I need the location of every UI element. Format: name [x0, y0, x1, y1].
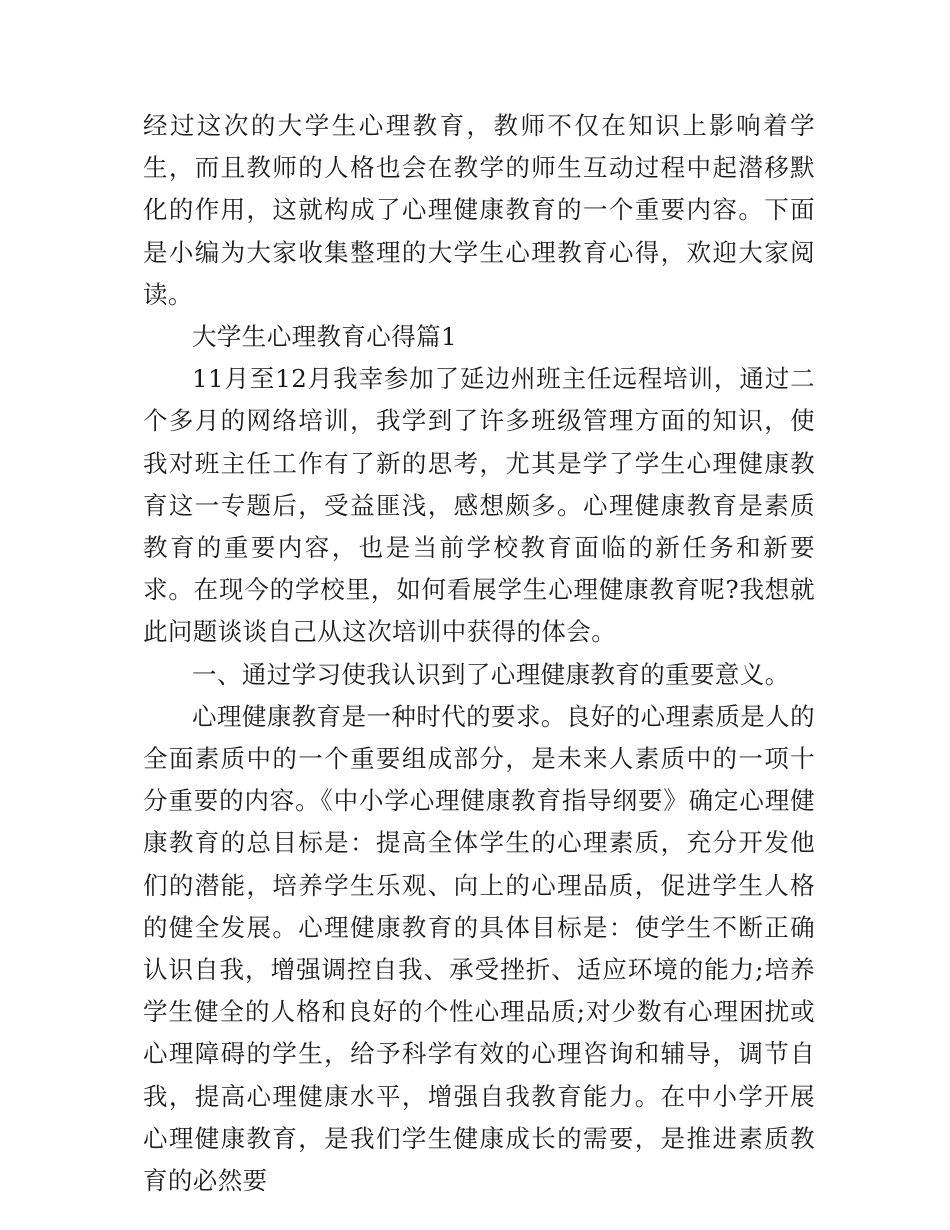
body-paragraph-importance: 心理健康教育是一种时代的要求。良好的心理素质是人的全面素质中的一个重要组成部分，是未来人素质中的一项十分重要的内容。《中小学心理健康教育指导纲要》确定心理健康教育的总目标是：提高全体学生的心理素质，充分开发他们的潜能，培养学生乐观、向上的心理品质，促进学生人格的健全发展。心理健康教育的具体目标是：使学生不断正确认识自我，增强调控自我、承受挫折、适应环境的能力;培养学生健全的人格和良好的个性心理品质;对少数有心理困扰或心理障碍的学生，给予科学有效的心理咨询和辅导，调节自我，提高心理健康水平，增强自我教育能力。在中小学开展心理健康教育，是我们学生健康成长的需要，是推进素质教育的必然要 [143, 701, 815, 1196]
section-heading: 大学生心理教育心得篇1 [192, 322, 457, 352]
intro-paragraph: 经过这次的大学生心理教育，教师不仅在知识上影响着学生，而且教师的人格也会在教学的师生互动过程中起潜移默化的作用，这就构成了心理健康教育的一个重要内容。下面是小编为大家收集整理的大学生心理教育心得，欢迎大家阅读。 [143, 111, 815, 309]
document-body [143, 105, 815, 1202]
subheading-point-one: 一、通过学习使我认识到了心理健康教育的重要意义。 [192, 659, 790, 689]
body-paragraph-training: 11月至12月我幸参加了延边州班主任远程培训，通过二个多月的网络培训，我学到了许多班级管理方面的知识，使我对班主任工作有了新的思考，尤其是学了学生心理健康教育这一专题后，受益匪浅，感想颇多。心理健康教育是素质教育的重要内容，也是当前学校教育面临的新任务和新要求。在现今的学校里，如何看展学生心理健康教育呢?我想就此问题谈谈自己从这次培训中获得的体会。 [143, 364, 815, 647]
